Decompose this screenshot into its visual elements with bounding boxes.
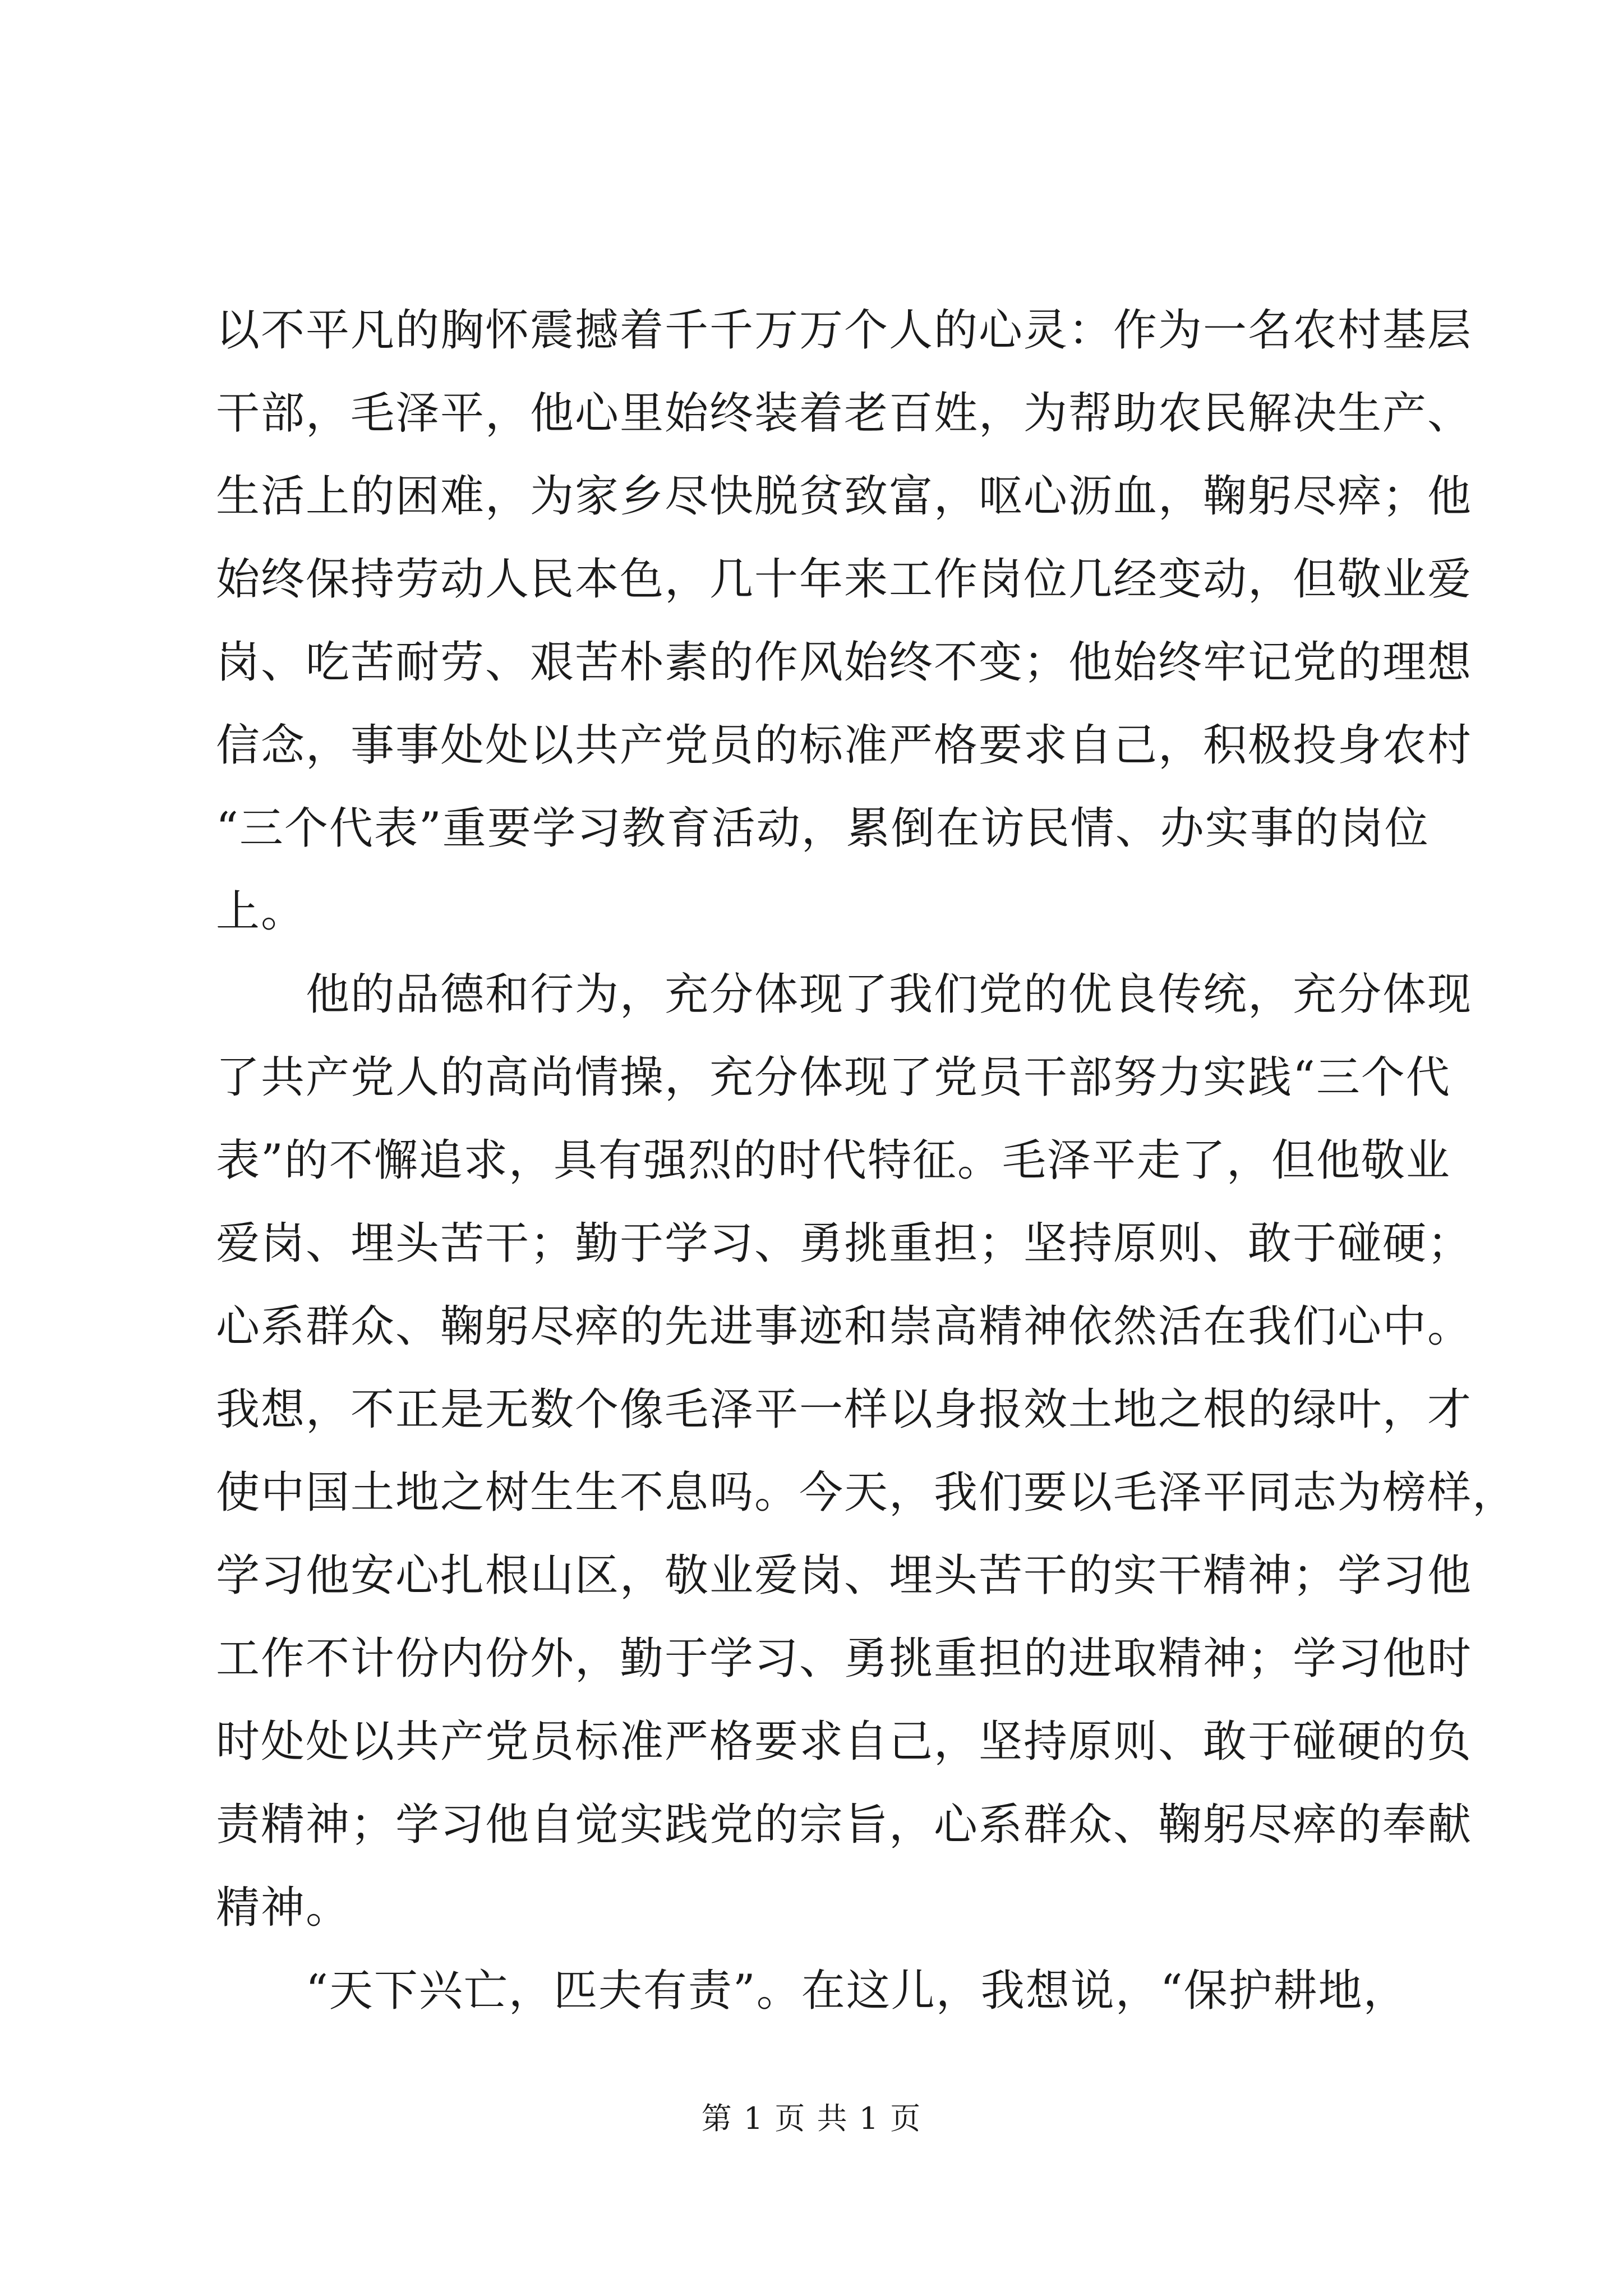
text-line: 学习他安心扎根山区，敬业爱岗、埋头苦干的实干精神；学习他 (216, 1550, 1473, 1601)
paragraph-3 (216, 1949, 1416, 2032)
text-line: 我想，不正是无数个像毛泽平一样以身报效土地之根的绿叶，才 (216, 1384, 1473, 1435)
text-line: 爱岗、埋头苦干；勤于学习、勇挑重担；坚持原则、敢于碰硬； (216, 1218, 1473, 1269)
text-line: 以不平凡的胸怀震撼着千千万万个人的心灵：作为一名农村基层 (216, 305, 1473, 356)
body-text (216, 289, 1518, 2032)
paragraph-1 (216, 289, 1473, 953)
text-line: 干部，毛泽平，他心里始终装着老百姓，为帮助农民解决生产、 (216, 388, 1473, 439)
text-line: 表”的不懈追求，具有强烈的时代特征。毛泽平走了，但他敬业 (216, 1135, 1451, 1186)
page-number-label: 第 1 页 共 1 页 (701, 2101, 922, 2136)
text-line: 生活上的困难，为家乡尽快脱贫致富，呕心沥血，鞠躬尽瘁；他 (216, 471, 1473, 522)
text-line: 心系群众、鞠躬尽瘁的先进事迹和崇高精神依然活在我们心中。 (216, 1301, 1473, 1352)
paragraph-2 (216, 953, 1518, 1949)
page-footer (0, 2099, 1623, 2138)
text-line: 他的品德和行为，充分体现了我们党的优良传统，充分体现 (306, 969, 1473, 1020)
text-line: 时处处以共产党员标准严格要求自己，坚持原则、敢于碰硬的负 (216, 1717, 1473, 1767)
text-line: 责精神；学习他自觉实践党的宗旨，心系群众、鞠躬尽瘁的奉献 (216, 1800, 1473, 1850)
text-line: 信念，事事处处以共产党员的标准严格要求自己，积极投身农村 (216, 720, 1473, 771)
text-line: 始终保持劳动人民本色，几十年来工作岗位几经变动，但敬业爱 (216, 554, 1473, 605)
text-line: 使中国土地之树生生不息吗。今天，我们要以毛泽平同志为榜样， (216, 1467, 1518, 1518)
text-line: 岗、吃苦耐劳、艰苦朴素的作风始终不变；他始终牢记党的理想 (216, 637, 1473, 688)
text-line: 了共产党人的高尚情操，充分体现了党员干部努力实践“三个代 (216, 1052, 1451, 1103)
text-line: 工作不计份内份外，勤于学习、勇挑重担的进取精神；学习他时 (216, 1634, 1473, 1684)
text-line: “天下兴亡，匹夫有责”。在这儿，我想说，“保护耕地， (306, 1966, 1408, 2016)
text-line: 精神。 (216, 1883, 351, 1933)
text-line: 上。 (216, 886, 306, 937)
text-line: “三个代表”重要学习教育活动，累倒在访民情、办实事的岗位 (216, 803, 1430, 854)
